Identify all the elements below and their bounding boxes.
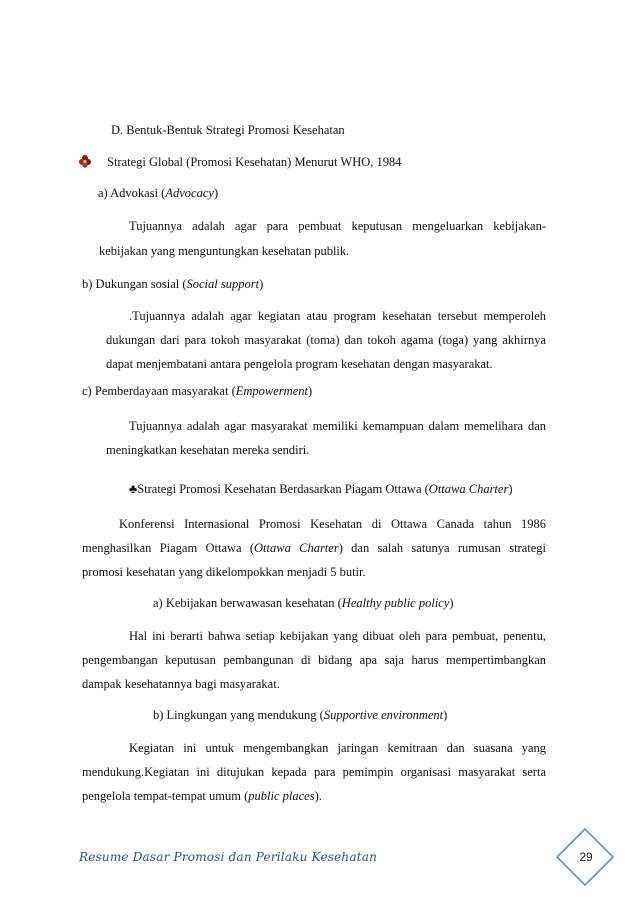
flower-bullet-icon	[77, 153, 93, 169]
sub-a-line-1: Hal ini berarti bahwa setiap kebijakan yang dibuat oleh para pembuat, penentu,	[129, 629, 546, 643]
club-icon: ♣	[129, 482, 138, 496]
sub-a-line-3: dampak kesehatannya bagi masyarakat.	[82, 677, 280, 691]
item-b-heading: b) Dukungan sosial (Social support)	[82, 277, 264, 291]
item-a-line-1: Tujuannya adalah agar para pembuat keputusan mengeluarkan kebijakan-	[129, 219, 546, 233]
sub-b-line-1: Kegiatan ini untuk mengembangkan jaringan kemitraan dan suasana yang	[129, 741, 546, 755]
sub-b-line-2: mendukung.Kegiatan ini ditujukan kepada para pemimpin organisasi masyarakat serta	[82, 765, 546, 779]
item-c-line-2: meningkatkan kesehatan mereka sendiri.	[106, 443, 310, 457]
konferensi-line-1: Konferensi Internasional Promosi Kesehatan di Ottawa Canada tahun 1986	[119, 517, 546, 531]
item-a-line-2: kebijakan yang menguntungkan kesehatan publik.	[99, 244, 350, 258]
strategi-global-heading: Strategi Global (Promosi Kesehatan) Menurut WHO, 1984	[107, 155, 402, 169]
konferensi-line-3: promosi kesehatan yang dikelompokkan menjadi 5 butir.	[82, 565, 366, 579]
item-b-line-1: .Tujuannya adalah agar kegiatan atau program kesehatan tersebut memperoleh	[129, 309, 546, 323]
konferensi-line-2: menghasilkan Piagam Ottawa (Ottawa Charter) dan salah satunya rumusan strategi	[82, 541, 547, 555]
sub-a-heading: a) Kebijakan berwawasan kesehatan (Healthy public policy)	[153, 596, 454, 610]
item-c-heading: c) Pemberdayaan masyarakat (Empowerment)	[82, 384, 313, 398]
footer-title: Resume Dasar Promosi dan Perilaku Kesehatan	[79, 850, 377, 864]
item-a-heading: a) Advokasi (Advocacy)	[98, 186, 219, 200]
sub-b-line-3: pengelola tempat-tempat umum (public places).	[82, 789, 322, 803]
ottawa-heading: ♣Strategi Promosi Kesehatan Berdasarkan Piagam Ottawa (Ottawa Charter)	[129, 482, 513, 496]
sub-a-line-2: pengembangan keputusan pembangunan di bidang apa saja harus mempertimbangkan	[82, 653, 546, 667]
item-c-line-1: Tujuannya adalah agar masyarakat memiliki kemampuan dalam memelihara dan	[129, 419, 546, 433]
sub-b-heading: b) Lingkungan yang mendukung (Supportive environment)	[153, 708, 448, 722]
page-number: 29	[579, 850, 593, 864]
item-b-line-2: dukungan dari para tokoh masyarakat (toma) dan tokoh agama (toga) yang akhirnya	[106, 333, 546, 347]
section-heading: D. Bentuk-Bentuk Strategi Promosi Kesehatan	[111, 123, 345, 137]
item-b-line-3: dapat menjembatani antara pengelola program kesehatan dengan masyarakat.	[106, 357, 493, 371]
